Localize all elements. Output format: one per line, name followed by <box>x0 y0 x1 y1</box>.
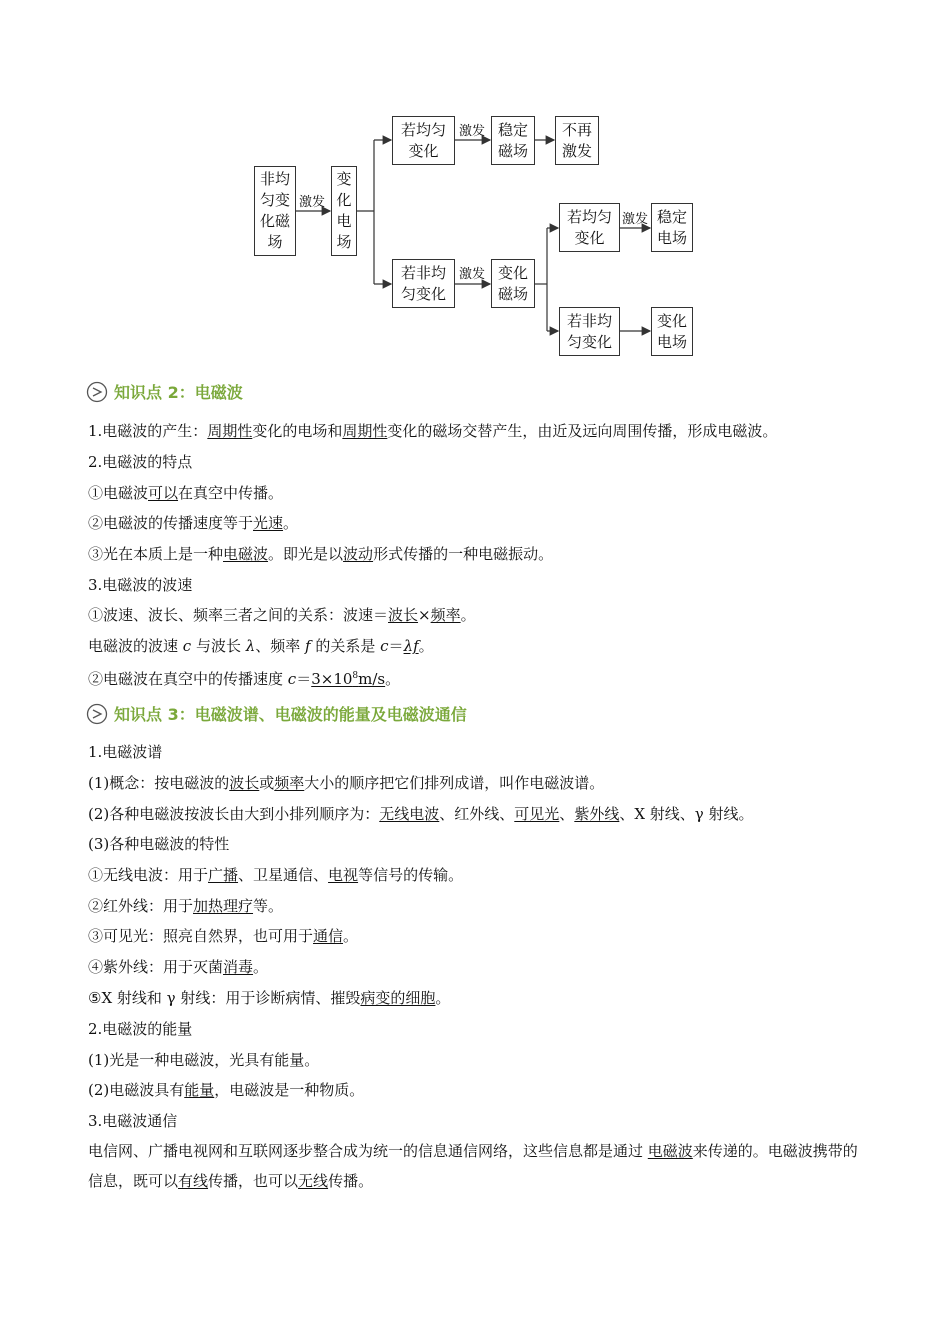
k3-line-8: ④紫外线：用于灭菌消毒。 <box>88 958 269 976</box>
section-title-k3: 知识点 3：电磁波谱、电磁波的能量及电磁波通信 <box>114 705 467 724</box>
edge-label-excite-3: 激发 <box>459 267 486 282</box>
k2-line-1: 1.电磁波的产生：周期性变化的电场和周期性变化的磁场交替产生，由近及远向周围传播，形成电磁波。 <box>88 422 778 440</box>
node-changing-electric: 变化电场 <box>331 166 357 256</box>
k3-line-7: ③可见光：照亮自然界，也可用于通信。 <box>88 927 359 945</box>
section-heading-k3 <box>86 702 467 725</box>
node-stable-magnetic: 稳定磁场 <box>491 116 535 165</box>
k2-line-9: ②电磁波在真空中的传播速度 $c=3\times 10^8m/s$。 <box>88 670 401 688</box>
edge-label-excite-2: 激发 <box>459 124 486 139</box>
node-changing-magnetic: 变化磁场 <box>491 259 535 308</box>
k3-line-9: ⑤X 射线和 γ 射线：用于诊断病情、摧毁病变的细胞。 <box>88 989 451 1007</box>
diagram-connectors <box>0 0 950 370</box>
section-title-k2: 知识点 2：电磁波 <box>114 383 243 402</box>
k3-line-11: (1)光是一种电磁波，光具有能量。 <box>88 1051 320 1069</box>
k3-line-6: ②红外线：用于加热理疗等。 <box>88 897 284 915</box>
edge-label-excite-1: 激发 <box>299 195 326 210</box>
k3-line-3: (2)各种电磁波按波长由大到小排列顺序为：无线电波、红外线、可见光、紫外线、X 射线、γ 射线。 <box>88 805 754 823</box>
k3-line-10: 2.电磁波的能量 <box>88 1020 193 1038</box>
k2-line-4: ②电磁波的传播速度等于光速。 <box>88 514 299 532</box>
node-if-uniform-1: 若均匀变化 <box>392 116 455 165</box>
k3-paragraph-communication: 电信网、广播电视网和互联网逐步整合成为统一的信息通信网络，这些信息都是通过 电磁波来传递的。电磁波携带的信息，既可以有线传播，也可以无线传播。 <box>88 1142 858 1190</box>
k2-line-3: ①电磁波可以在真空中传播。 <box>88 484 284 502</box>
node-if-nonuniform-2: 若非均匀变化 <box>559 307 620 356</box>
node-if-uniform-2: 若均匀变化 <box>559 203 620 252</box>
k3-line-13: 3.电磁波通信 <box>88 1112 178 1130</box>
k3-line-12: (2)电磁波具有能量，电磁波是一种物质。 <box>88 1081 365 1099</box>
k2-line-6: 3.电磁波的波速 <box>88 576 193 594</box>
k2-line-2: 2.电磁波的特点 <box>88 453 193 471</box>
k3-line-2: (1)概念：按电磁波的波长或频率大小的顺序把它们排列成谱，叫作电磁波谱。 <box>88 774 605 792</box>
field-excitation-diagram <box>0 0 950 370</box>
node-no-more-excite: 不再激发 <box>555 116 599 165</box>
edge-label-excite-4: 激发 <box>622 212 649 227</box>
k2-line-8: 电磁波的波速 c 与波长 λ、频率 f 的关系是 c＝λf。 <box>88 637 434 655</box>
node-stable-electric: 稳定电场 <box>651 203 693 252</box>
node-nonuniform-magnetic: 非均匀变化磁场 <box>254 166 296 256</box>
k2-line-7: ①波速、波长、频率三者之间的关系：波速＝波长×频率。 <box>88 606 476 624</box>
k2-line-5: ③光在本质上是一种电磁波。即光是以波动形式传播的一种电磁振动。 <box>88 545 554 563</box>
arrow-circle-icon <box>86 381 108 403</box>
section-heading-k2 <box>86 380 243 403</box>
node-if-nonuniform-1: 若非均匀变化 <box>392 259 455 308</box>
arrow-circle-icon <box>86 703 108 725</box>
k3-line-1: 1.电磁波谱 <box>88 743 163 761</box>
node-changing-electric-2: 变化电场 <box>651 307 693 356</box>
k3-line-5: ①无线电波：用于广播、卫星通信、电视等信号的传输。 <box>88 866 464 884</box>
k3-line-4: (3)各种电磁波的特性 <box>88 835 230 853</box>
